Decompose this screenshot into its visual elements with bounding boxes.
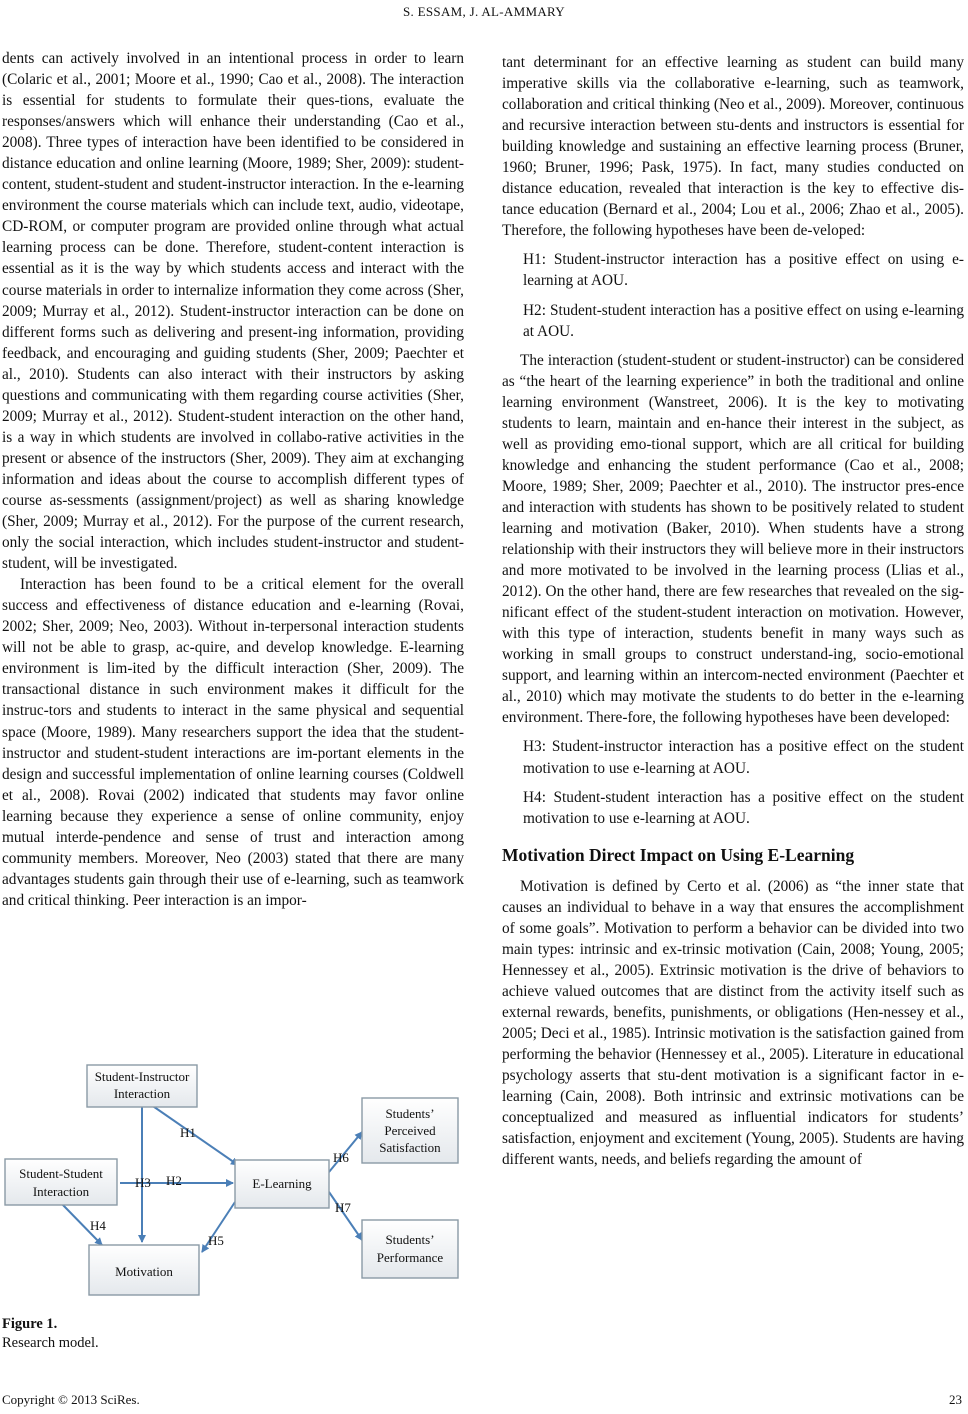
label-h3: H3 [135,1175,151,1190]
figure-caption-label: Figure 1. [2,1316,58,1332]
label-h6: H6 [333,1150,349,1165]
paragraph: tant determinant for an effective learning as student can build many imperative skills via the collaborative e-learning, such as teamwork, collaboration and critical thinking (Neo et al., 2009). Moreover, continuous and recursive interaction between stu-dents and instructors is essential for building knowledge and sustaining an effective learning process (Bruner, 1960; Bruner, 1996; Pask, 1975). In fact, many studies conducted on distance education, revealed that interaction is the key to effective dis-tance education (Bernard et al., 2004; Lou et al., 2006; Zhao et al., 2005). Therefore, the following hypotheses have been de-veloped: [502,54,964,240]
box-motivation [89,1245,199,1295]
svg-text:Interaction: Interaction [113,1086,171,1101]
svg-text:E-Learning: E-Learning [252,1176,312,1191]
box-performance [362,1220,458,1278]
paragraph: Motivation is defined by Certo et al. (2006) as “the inner state that causes an individual to behave in a way that ensures the accomplishment of some goals”. Motivation to perform a behavior can be divided into two main types: intrinsic and ex-trinsic motivation (Cain, 2008; Young, 2005; Hennessey et al., 2005). Extrinsic motivation is the drive of behaviors to achieve valued outcomes that are distinct from the activity itself such as external rewards, benefits, punishments, or obligations (Hen-nessey et al., 2005; Deci et al., 1985). Intrinsic motivation is the satisfaction gained from performing the behavior (Hennessey et al., 2005). Literature in educational psychology asserts that stu-dent motivation is a significant factor in e-learning (Cain, 2008). Both intrinsic and extrinsic motivations can be conceptualized and measured as influential indicators for students’ satisfaction, enjoyment and excitement (Young, 2005). Students are having different wants, needs, and beliefs regarding the amount of [502,877,964,1169]
label-h5: H5 [208,1233,224,1248]
running-header: S. ESSAM, J. AL-AMMARY [403,4,565,19]
label-h7: H7 [335,1200,351,1215]
figure-caption [2,1315,99,1353]
svg-text:Motivation: Motivation [115,1264,173,1279]
paragraph: The interaction (student-student or student-instructor) can be considered as “the heart of the learning experience” in both the traditional and online learning environment (Wanstreet, 2006). It is the key to motivating students to learn, maintain and en-hance their interest in the subject, as well as providing emo-tional support, which are all critical for building knowledge and enhancing the student performance (Cao et al., 2008; Moore, 1989; Sher, 2009; Paechter et al., 2010). The instructor pres-ence and interaction with students has shown to be positively related to student learning and motivation (Baker, 2010). When students have a strong relationship with their instructors they will believe more in their instructors and more motivated to be involved in the learning process (Llias et al., 2012). On the other hand, there are few researches that revealed on the sig-nificant effect of the student-student interaction on motivation. However, with this type of interaction, students benefit in many ways such as working in small groups to construct understand-ing, socio-emotional support, and learning within an intercom-nected environment (Paechter et al., 2010) which may motivate the students to do better in the e-learning environment. There-fore, the following hypotheses have been developed: [502,351,964,727]
svg-text:Students’: Students’ [385,1232,435,1247]
svg-text:Performance: Performance [376,1250,444,1265]
paragraph: dents can actively involved in an intentional process in order to learn (Colaric et al., 2001; Moore et al., 1990; Cao et al., 2008). The interaction is essential for students to formulate their ques-tions, evaluate the responses/answers which will enhance their understanding (Cao et al., 2008). Three types of interaction have been identified to be considered in distance education and online learning (Moore, 1989; Sher, 2009): student-content, student-student and student-instructor interaction. In the e-learning environment the course materials which can include text, audio, videotape, CD-ROM, or computer program are provided online through what actual learning process can be done. Therefore, student-content interaction is essential as it is the way by which students access and interact with the course materials in order to internalize information they come across (Sher, 2009; Murray et al., 2012). Student-instructor interaction can be done on different forms such as delivering and present-ing information, providing feedback, and encouraging and guiding students (Sher, 2009; Paechter et al., 2010). Students can also interact with their instructors by asking questions and communicating with them regarding course activities (Sher, 2009; Murray et al., 2012). Student-student interaction on the other hand, is a way in which students are involved in collabo-rative activities in the present or absence of the instructors (Sher, 2009). They aim at exchanging information and ideas about the course to accomplish different types of course as-sessments (assignment/project) as well as sharing knowledge (Sher, 2009; Murray et al., 2012). For the purpose of the current research, only the social interaction, which includes student-instructor and student-student, will be investigated. [2,50,464,573]
box-student-student [5,1159,117,1205]
label-h1: H1 [180,1125,196,1140]
svg-text:Students’: Students’ [385,1106,435,1121]
figure-caption-text: Research model. [2,1335,99,1351]
svg-text:Interaction: Interaction [32,1184,90,1199]
section-heading: Motivation Direct Impact on Using E-Learning [502,844,855,865]
box-student-instructor [87,1065,197,1107]
box-perceived-satisfaction [362,1098,458,1163]
hypothesis-h2: H2: Student-student interaction has a positive effect on using e-learning at AOU. [523,301,964,340]
svg-text:Satisfaction: Satisfaction [379,1140,441,1155]
hypothesis-h3: H3: Student-instructor interaction has a positive effect on the student motivation to use e-learning at AOU. [523,738,964,777]
box-e-learning [235,1160,329,1208]
hypothesis-h4: H4: Student-student interaction has a positive effect on the student motivation to use e-learning at AOU. [523,788,964,827]
label-h2: H2 [166,1173,182,1188]
label-h4: H4 [90,1218,106,1233]
paragraph: Interaction has been found to be a critical element for the overall success and effectiveness of distance education and e-learning (Rovai, 2002; Sher, 2009; Neo, 2003). Without in-terpersonal interaction students will not be able to grasp, ac-quire, and develop knowledge. E-learning environment is lim-ited by the difficult interaction (Sher, 2009). The transactional distance in such environment makes it difficult for the instruc-tors and students to interact in the same physical and sequential space (Moore, 1989). Many researchers support the idea that the student-instructor and student-student interactions are im-portant elements in the design and successful implementation of online learning courses (Coldwell et al., 2008). Rovai (2002) indicated that students may favor online learning because they experience a sense of online community, enjoy mutual interde-pendence and sense of trust and interaction among community members. Moreover, Neo (2003) stated that there are many advantages students gain through their use of e-learning, such as teamwork and critical thinking. Peer interaction is an impor- [2,576,464,909]
research-model-diagram [2,1062,464,1312]
hypothesis-h1: H1: Student-instructor interaction has a positive effect on using e-learning at AOU. [523,251,964,290]
svg-text:Perceived: Perceived [384,1123,436,1138]
page-number: 23 [949,1392,962,1407]
right-column [502,52,964,1170]
research-model-figure [2,1062,464,1312]
svg-text:Student-Student: Student-Student [19,1166,103,1181]
svg-text:Student-Instructor: Student-Instructor [94,1069,190,1084]
left-column [2,48,464,911]
footer-copyright: Copyright © 2013 SciRes. [2,1392,140,1407]
